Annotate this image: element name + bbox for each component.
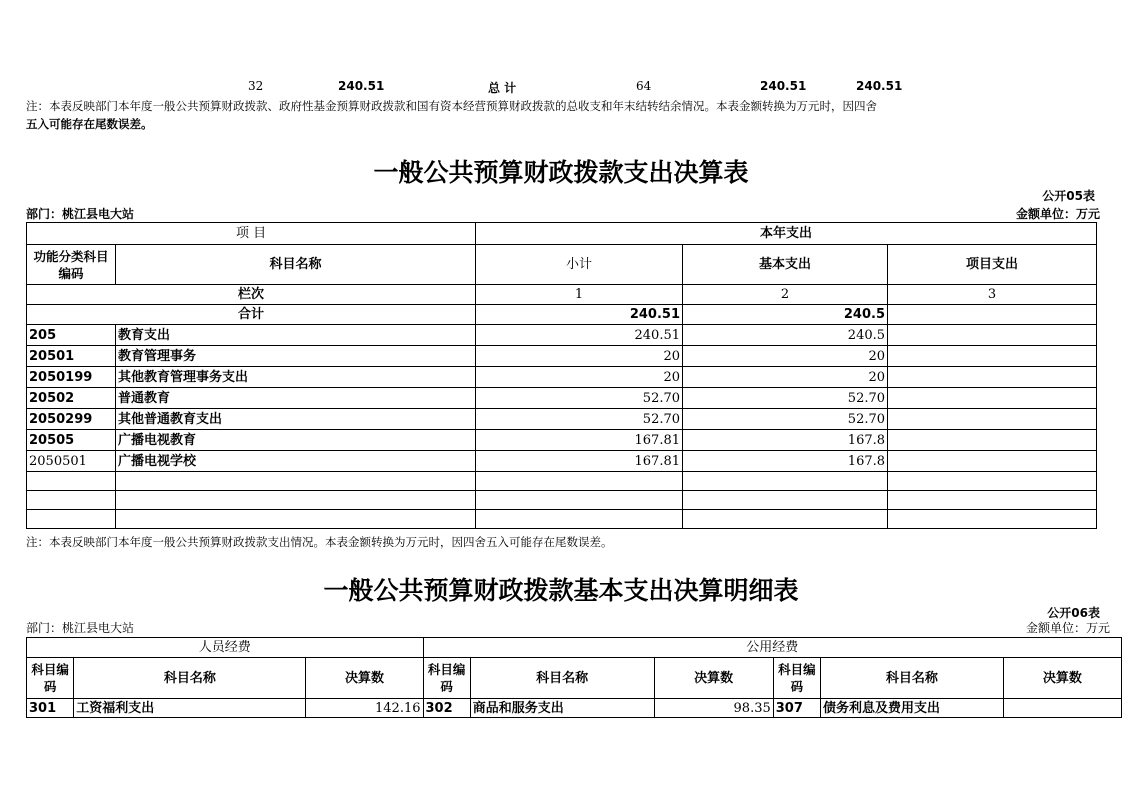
- table05-note: 注：本表反映部门本年度一般公共预算财政拨款支出情况。本表金额转换为万元时，因四舍五入可能存在尾数误差。: [26, 535, 613, 549]
- row-code: 2050299: [27, 409, 116, 430]
- row-code: 2050199: [27, 367, 116, 388]
- header-code-2: 科目编码: [423, 658, 470, 699]
- header-code-3: 科目编码: [773, 658, 820, 699]
- table05: [26, 222, 1097, 529]
- row-name: 其他普通教育支出: [116, 409, 476, 430]
- row-amount-2: 98.35: [654, 699, 773, 718]
- row-code-1: 301: [27, 699, 74, 718]
- summary-total-label: 总 计: [488, 81, 517, 95]
- summary-col2: 240.51: [338, 79, 385, 93]
- column-index-3: 3: [888, 285, 1097, 305]
- row-name: 教育支出: [116, 325, 476, 346]
- table-row: [27, 451, 1097, 472]
- table05-unit: 金额单位：万元: [1015, 207, 1100, 221]
- summary-col1: 32: [248, 79, 264, 93]
- row-subtotal: 20: [476, 367, 683, 388]
- column-index-2: 2: [683, 285, 888, 305]
- table05-title: 一般公共预算财政拨款支出决算表: [373, 158, 749, 187]
- header-amount-1: 决算数: [306, 658, 423, 699]
- row-code: 20505: [27, 430, 116, 451]
- header-func-code: 功能分类科目编码: [27, 245, 116, 285]
- row-amount-1: 142.16: [306, 699, 423, 718]
- row-basic: 52.70: [683, 388, 888, 409]
- row-basic: 240.5: [683, 325, 888, 346]
- table06-code: 公开06表: [1047, 606, 1100, 620]
- row-name-2: 商品和服务支出: [470, 699, 654, 718]
- row-code: 20501: [27, 346, 116, 367]
- row-code: 2050501: [27, 451, 116, 472]
- empty-row: [27, 472, 1097, 491]
- header-amount-2: 决算数: [654, 658, 773, 699]
- row-name: 普通教育: [116, 388, 476, 409]
- row-subtotal: 20: [476, 346, 683, 367]
- table-row: [27, 388, 1097, 409]
- total-basic: 240.5: [683, 305, 888, 325]
- row-name: 其他教育管理事务支出: [116, 367, 476, 388]
- row-basic: 52.70: [683, 409, 888, 430]
- header-project-expense: 项目支出: [888, 245, 1097, 285]
- table05-department: 部门：桃江县电大站: [26, 207, 135, 221]
- header-name-2: 科目名称: [470, 658, 654, 699]
- row-code-2: 302: [423, 699, 470, 718]
- row-name-3: 债务利息及费用支出: [821, 699, 1004, 718]
- row-project: [888, 325, 1097, 346]
- row-project: [888, 409, 1097, 430]
- summary-col6: 240.51: [856, 79, 903, 93]
- row-project: [888, 346, 1097, 367]
- row-code: 205: [27, 325, 116, 346]
- row-subtotal: 167.81: [476, 430, 683, 451]
- summary-col5: 240.51: [760, 79, 807, 93]
- note-line1: 注：本表反映部门本年度一般公共预算财政拨款、政府性基金预算财政拨款和国有资本经营预算财政拨款的总收支和年末结转结余情况。本表金额转换为万元时，因四舍: [26, 99, 877, 113]
- row-basic: 167.8: [683, 430, 888, 451]
- table-row: [27, 409, 1097, 430]
- header-code-1: 科目编码: [27, 658, 74, 699]
- row-basic: 20: [683, 367, 888, 388]
- table06-department: 部门：桃江县电大站: [26, 621, 135, 635]
- total-label: 合计: [27, 305, 476, 325]
- header-name-3: 科目名称: [821, 658, 1004, 699]
- summary-col4: 64: [636, 79, 652, 93]
- row-project: [888, 367, 1097, 388]
- header-item: 项 目: [27, 223, 476, 245]
- header-personnel-funds: 人员经费: [27, 638, 424, 658]
- row-subtotal: 240.51: [476, 325, 683, 346]
- total-subtotal: 240.51: [476, 305, 683, 325]
- table06: [26, 637, 1122, 718]
- row-name-1: 工资福利支出: [74, 699, 306, 718]
- total-project: [888, 305, 1097, 325]
- row-name: 广播电视教育: [116, 430, 476, 451]
- table06-unit: 金额单位：万元: [1025, 621, 1110, 635]
- row-name: 广播电视学校: [116, 451, 476, 472]
- table-row: [27, 699, 1122, 718]
- empty-row: [27, 510, 1097, 529]
- row-project: [888, 388, 1097, 409]
- table-row: [27, 430, 1097, 451]
- table06-title: 一般公共预算财政拨款基本支出决算明细表: [323, 576, 799, 605]
- header-amount-3: 决算数: [1003, 658, 1121, 699]
- header-public-funds: 公用经费: [423, 638, 1122, 658]
- column-index-label: 栏次: [27, 285, 476, 305]
- row-subtotal: 52.70: [476, 409, 683, 430]
- table-row: [27, 367, 1097, 388]
- row-code-3: 307: [773, 699, 820, 718]
- row-subtotal: 167.81: [476, 451, 683, 472]
- empty-row: [27, 491, 1097, 510]
- row-amount-3: [1003, 699, 1121, 718]
- row-basic: 20: [683, 346, 888, 367]
- row-subtotal: 52.70: [476, 388, 683, 409]
- row-name: 教育管理事务: [116, 346, 476, 367]
- table-row: [27, 325, 1097, 346]
- header-year-expense: 本年支出: [476, 223, 1097, 245]
- row-project: [888, 451, 1097, 472]
- header-subject-name: 科目名称: [116, 245, 476, 285]
- row-code: 20502: [27, 388, 116, 409]
- row-project: [888, 430, 1097, 451]
- header-name-1: 科目名称: [74, 658, 306, 699]
- note-line2: 五入可能存在尾数误差。: [26, 117, 153, 131]
- table-row: [27, 346, 1097, 367]
- header-basic-expense: 基本支出: [683, 245, 888, 285]
- row-basic: 167.8: [683, 451, 888, 472]
- column-index-1: 1: [476, 285, 683, 305]
- header-subtotal: 小计: [476, 245, 683, 285]
- table05-code: 公开05表: [1042, 189, 1095, 203]
